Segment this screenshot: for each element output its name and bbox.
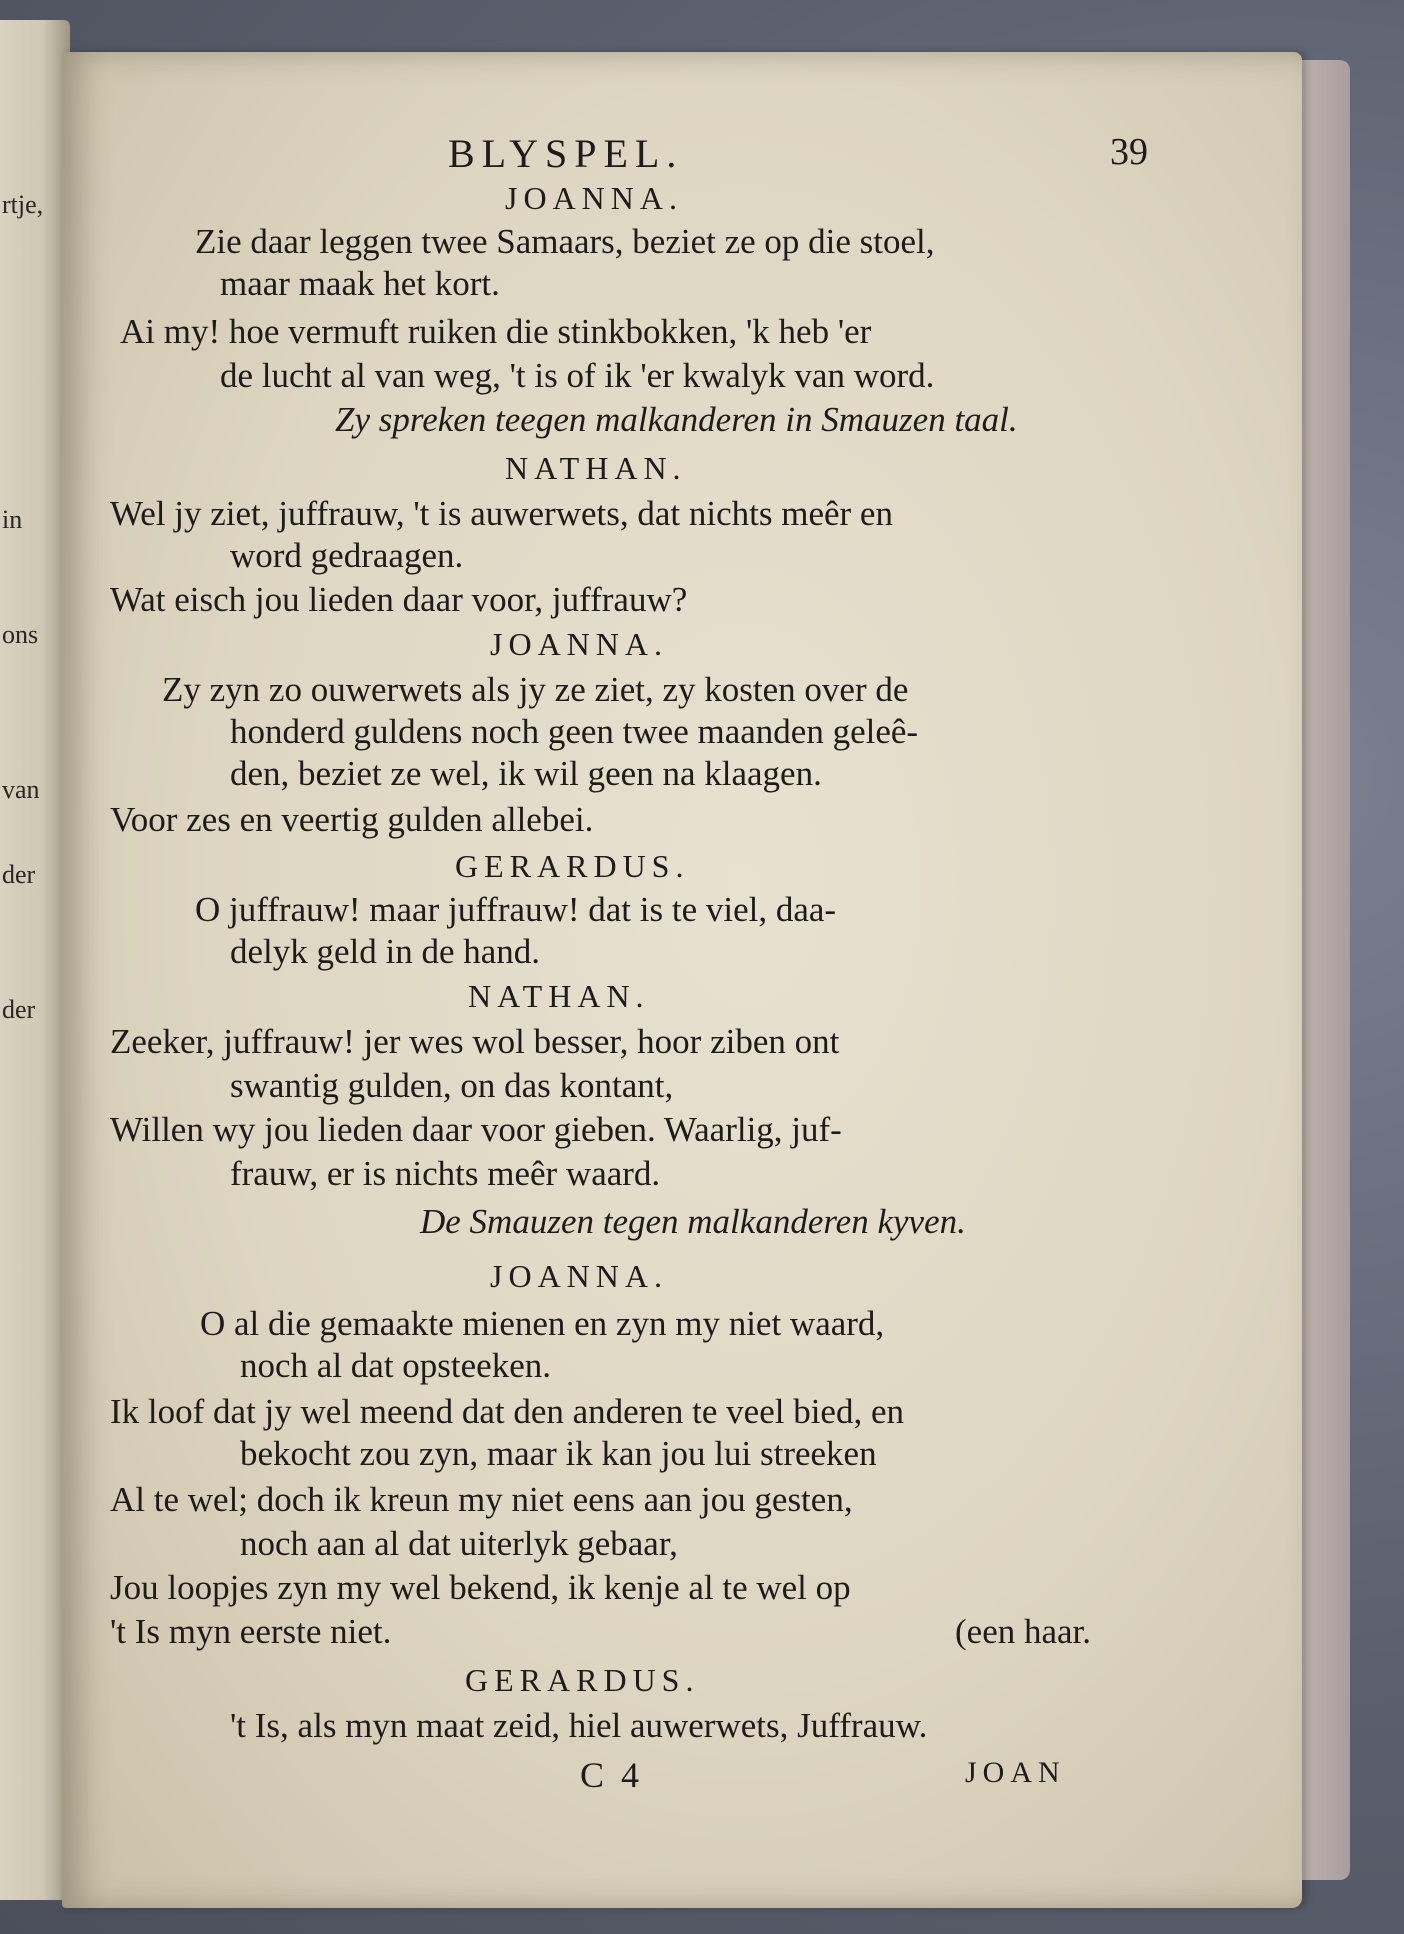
- speaker-name: NATHAN.: [468, 978, 650, 1014]
- text-line: Zeeker, juffrauw! jer wes wol besser, hoor ziben ont: [110, 1022, 840, 1061]
- text-line: word gedraagen.: [230, 536, 464, 575]
- text-line: honderd guldens noch geen twee maanden geleê-: [230, 712, 919, 751]
- text-line: maar maak het kort.: [220, 264, 500, 303]
- text-line: Wel jy ziet, juffrauw, 't is auwerwets, dat nichts meêr en: [110, 494, 893, 533]
- text-line: 't Is myn eerste niet.: [110, 1612, 392, 1651]
- text-line: Zy zyn zo ouwerwets als jy ze ziet, zy kosten over de: [162, 670, 909, 709]
- left-fragment: in: [2, 505, 23, 534]
- text-line: Willen wy jou lieden daar voor gieben. Waarlig, juf-: [110, 1110, 842, 1149]
- left-fragment: der: [2, 860, 36, 889]
- left-fragment: ons: [2, 620, 39, 649]
- text-line: Zie daar leggen twee Samaars, beziet ze op die stoel,: [195, 222, 935, 261]
- book-page: [62, 52, 1302, 1908]
- text-line: delyk geld in de hand.: [230, 932, 541, 971]
- text-line: 't Is, als myn maat zeid, hiel auwerwets, Juffrauw.: [230, 1706, 928, 1745]
- signature-mark: C 4: [580, 1755, 644, 1795]
- page-number: 39: [1110, 131, 1148, 173]
- catchword: JOAN: [965, 1756, 1066, 1789]
- left-fragment: van: [2, 775, 40, 804]
- running-title: BLYSPEL.: [448, 131, 684, 176]
- speaker-name: JOANNA.: [490, 626, 668, 662]
- stage-direction: Zy spreken teegen malkanderen in Smauzen taal.: [335, 400, 1018, 439]
- left-fragment: der: [2, 995, 36, 1024]
- text-line: O juffrauw! maar juffrauw! dat is te viel, daa-: [195, 890, 837, 929]
- text-line: Jou loopjes zyn my wel bekend, ik kenje al te wel op: [110, 1568, 851, 1607]
- text-line: swantig gulden, on das kontant,: [230, 1066, 674, 1105]
- text-line: frauw, er is nichts meêr waard.: [230, 1154, 661, 1193]
- text-line: Al te wel; doch ik kreun my niet eens aan jou gesten,: [110, 1480, 853, 1519]
- stage-direction: De Smauzen tegen malkanderen kyven.: [420, 1202, 966, 1241]
- text-line: den, beziet ze wel, ik wil geen na klaagen.: [230, 754, 822, 793]
- text-line: Wat eisch jou lieden daar voor, juffrauw?: [110, 580, 688, 619]
- text-line: noch al dat opsteeken.: [240, 1346, 552, 1385]
- text-line: Ik loof dat jy wel meend dat den anderen te veel bied, en: [110, 1392, 904, 1431]
- running-head: [448, 130, 1148, 182]
- text-line: O al die gemaakte mienen en zyn my niet waard,: [200, 1304, 885, 1343]
- left-fragment: rtje,: [2, 190, 44, 219]
- text-line-turnover: (een haar.: [955, 1612, 1092, 1651]
- speaker-name: JOANNA.: [490, 1258, 668, 1294]
- speaker-name: NATHAN.: [505, 450, 687, 486]
- text-line: bekocht zou zyn, maar ik kan jou lui streeken: [240, 1434, 877, 1473]
- facing-page-edge: [0, 20, 70, 1900]
- speaker-name: JOANNA.: [505, 180, 683, 216]
- text-line: noch aan al dat uiterlyk gebaar,: [240, 1524, 678, 1563]
- text-line: Ai my! hoe vermuft ruiken die stinkbokken, 'k heb 'er: [120, 312, 872, 351]
- speaker-name: GERARDUS.: [465, 1662, 700, 1698]
- speaker-name: GERARDUS.: [455, 848, 690, 884]
- text-line: Voor zes en veertig gulden allebei.: [110, 800, 594, 839]
- text-line: de lucht al van weg, 't is of ik 'er kwalyk van word.: [220, 356, 935, 395]
